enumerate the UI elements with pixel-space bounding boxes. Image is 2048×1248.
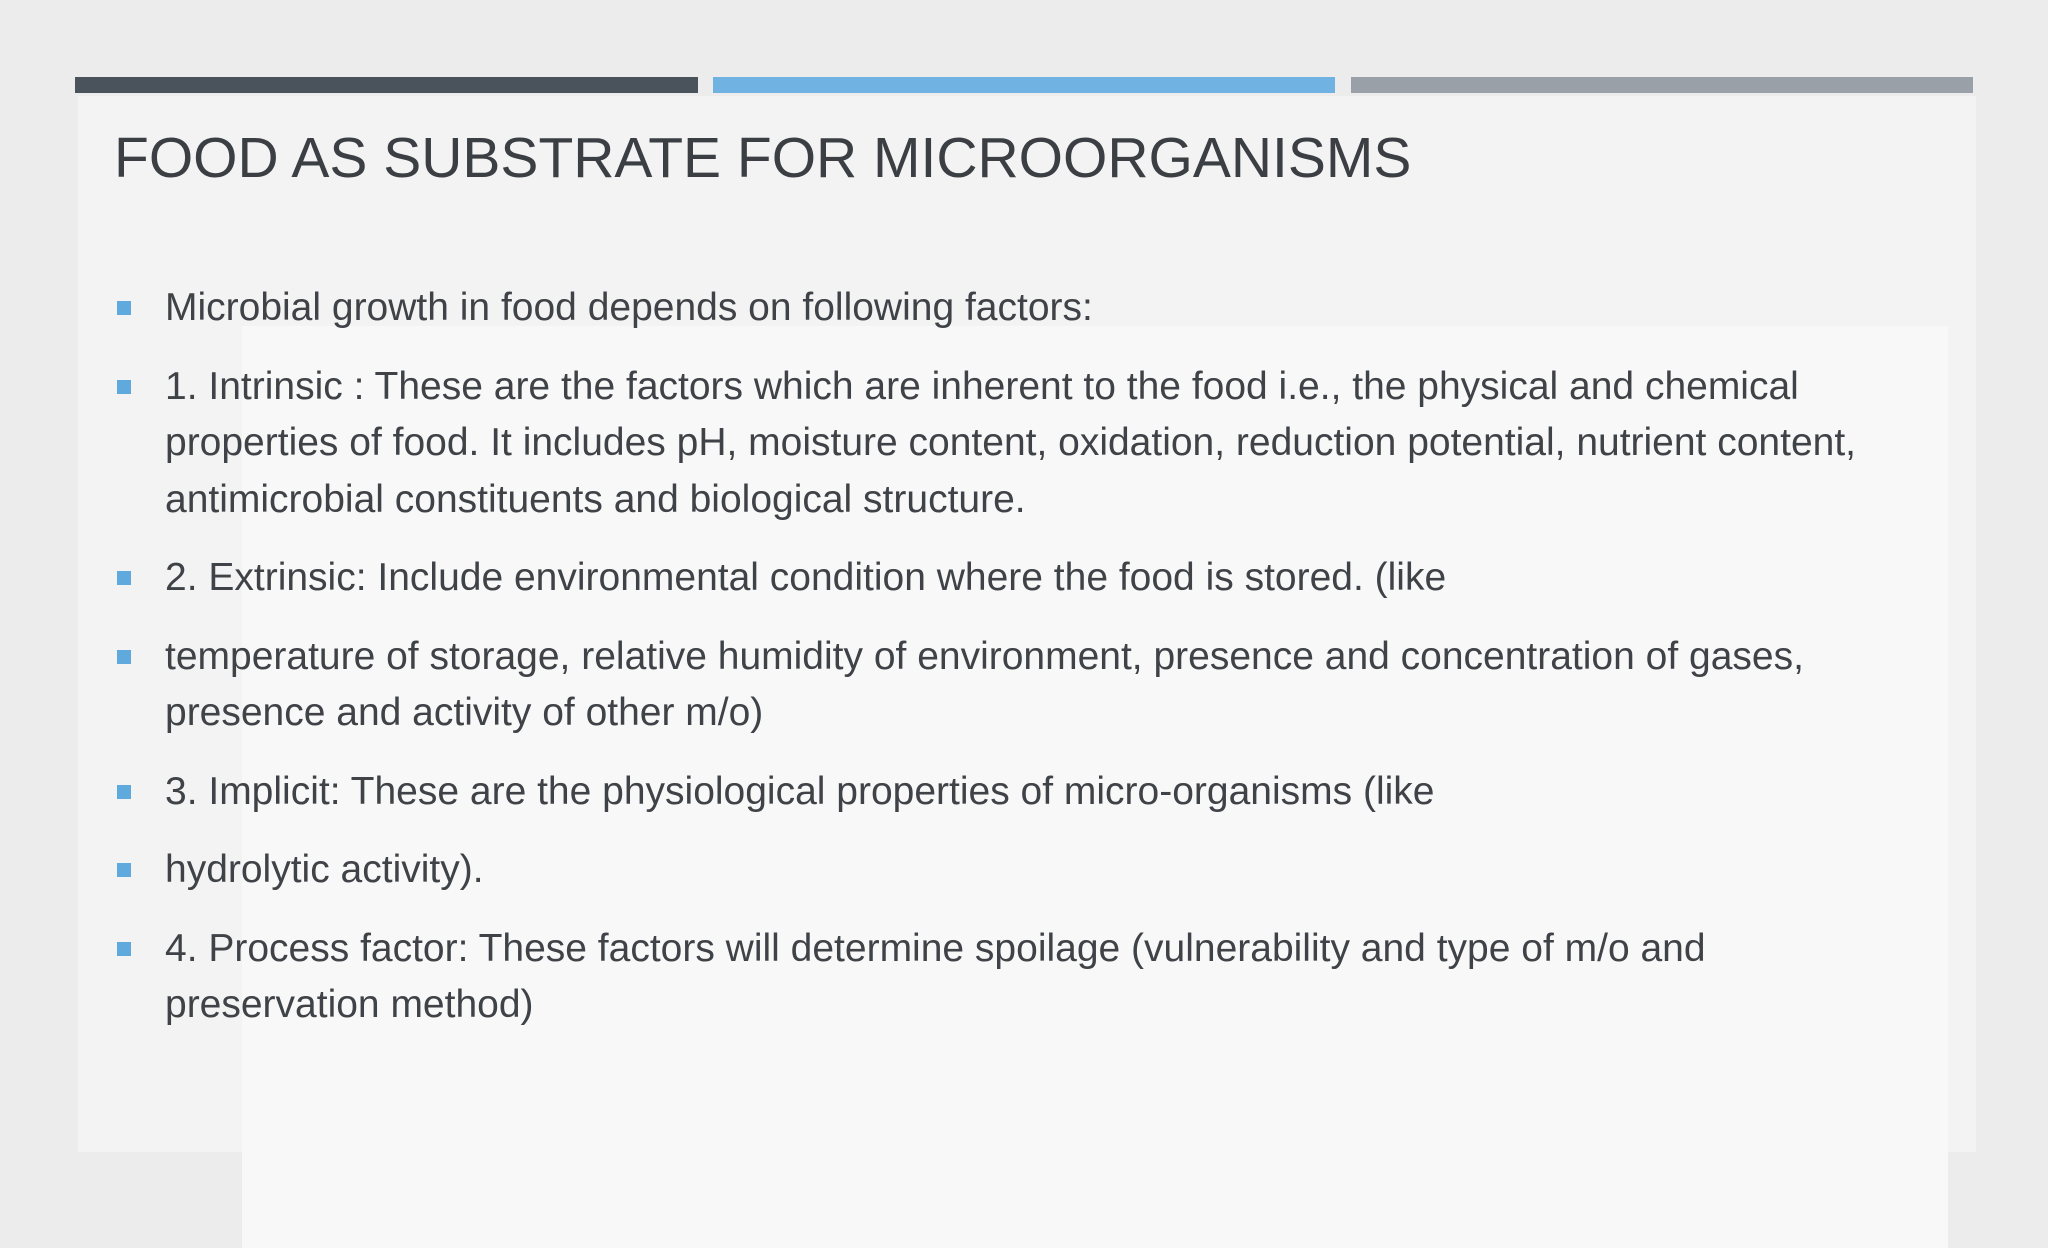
bullet-item	[114, 842, 1894, 899]
bullet-item	[114, 921, 1894, 1034]
square-bullet-icon	[117, 571, 131, 585]
bullet-text: temperature of storage, relative humidity of environment, presence and concentration of gases, presence and activity of other m/o)	[165, 634, 1804, 734]
bullet-text: Microbial growth in food depends on following factors:	[165, 286, 1093, 329]
bullet-item	[114, 629, 1894, 742]
bullet-list	[114, 280, 1894, 1056]
square-bullet-icon	[117, 785, 131, 799]
square-bullet-icon	[117, 380, 131, 394]
bullet-text: hydrolytic activity).	[165, 848, 484, 891]
bullet-text: 3. Implicit: These are the physiological properties of micro-organisms (like	[165, 769, 1435, 813]
accent-bar-dark	[75, 77, 698, 93]
bullet-item	[114, 550, 1894, 607]
slide-title: FOOD AS SUBSTRATE FOR MICROORGANISMS	[114, 126, 1412, 190]
square-bullet-icon	[117, 863, 131, 877]
bullet-text: 2. Extrinsic: Include environmental condition where the food is stored. (like	[165, 556, 1447, 599]
bullet-item	[114, 764, 1894, 821]
accent-bar-blue	[713, 77, 1335, 93]
accent-bar-gray	[1351, 77, 1973, 93]
bullet-item	[114, 280, 1894, 337]
bullet-text: 4. Process factor: These factors will determine spoilage (vulnerability and type of m/o and preservation method)	[165, 926, 1706, 1026]
bullet-text: 1. Intrinsic : These are the factors which are inherent to the food i.e., the physical and chemical properties of food. It includes pH, moisture content, oxidation, reduction potential, nutrient content, antimicrobial constituents and biological structure.	[165, 364, 1856, 521]
bullet-item	[114, 359, 1894, 529]
square-bullet-icon	[117, 942, 131, 956]
square-bullet-icon	[117, 301, 131, 315]
square-bullet-icon	[117, 650, 131, 664]
